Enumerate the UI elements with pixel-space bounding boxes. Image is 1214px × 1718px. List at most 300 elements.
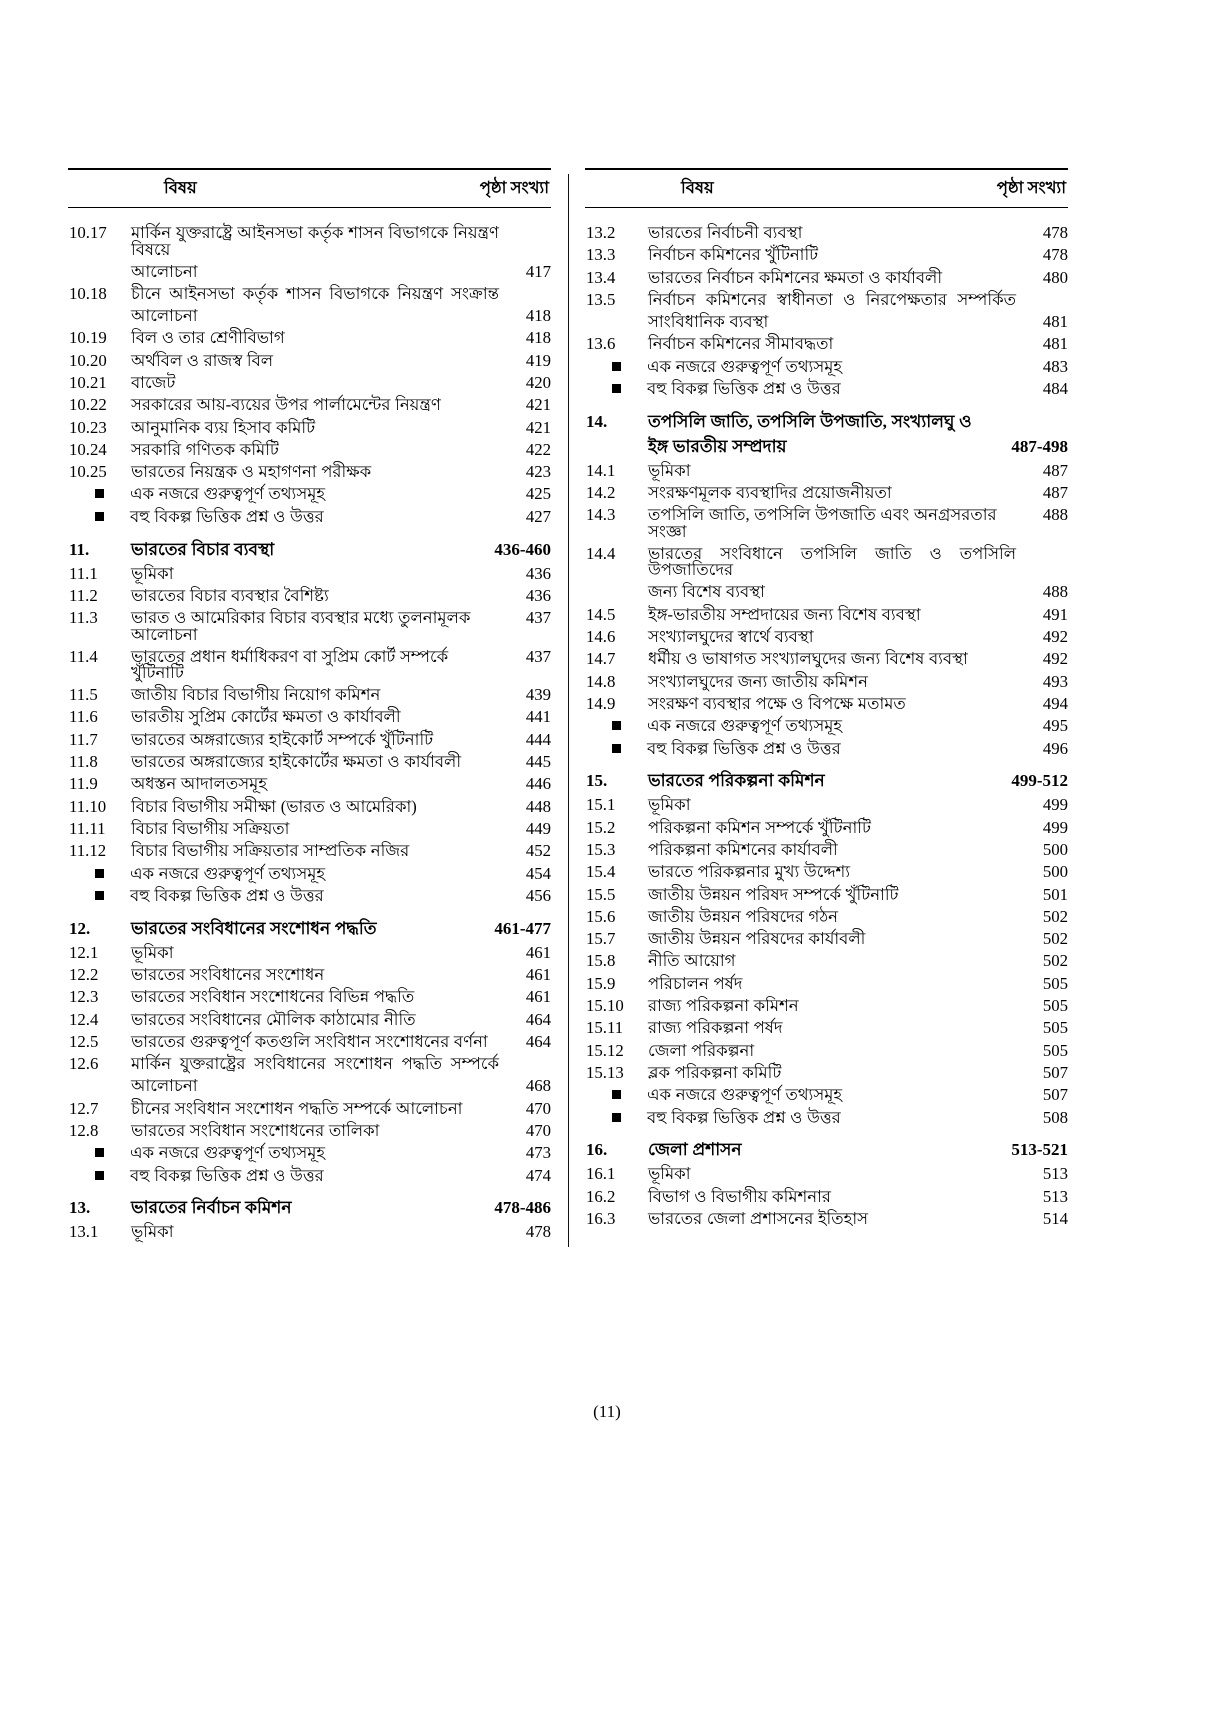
toc-column-right xyxy=(585,168,1068,1233)
toc-entry-number: 10.25 xyxy=(69,462,107,482)
header-rule-bottom xyxy=(68,207,551,208)
toc-entry-title: নির্বাচন কমিশনের সীমাবদ্ধতা xyxy=(648,334,834,354)
toc-entry-row[interactable] xyxy=(68,261,551,281)
toc-entry-row[interactable] xyxy=(585,289,1068,309)
toc-entry-row[interactable] xyxy=(68,754,551,771)
toc-entry-title: এক নজরে গুরুত্বপূর্ণ তথ্যসমূহ xyxy=(130,863,326,883)
toc-entry-row[interactable] xyxy=(585,693,1068,713)
toc-entry-title: ভারতের নিয়ন্ত্রক ও মহাগণনা পরীক্ষক xyxy=(131,462,372,482)
header-page-label: পৃষ্ঠা সংখ্যা xyxy=(996,178,1066,197)
toc-entry-row[interactable] xyxy=(68,1078,551,1095)
toc-entry-row[interactable] xyxy=(68,776,551,793)
toc-entry-page-number: 492 xyxy=(1042,627,1068,647)
toc-entry-title: জেলা প্রশাসন xyxy=(648,1140,742,1160)
toc-entry-page-number: 436 xyxy=(525,585,551,605)
toc-entry-row[interactable] xyxy=(585,1208,1068,1228)
toc-entry-page-number: 499 xyxy=(1042,795,1068,815)
toc-entry-row[interactable] xyxy=(68,709,551,726)
toc-entry-row[interactable] xyxy=(68,1123,551,1140)
toc-entry-title: আলোচনা xyxy=(131,306,198,326)
toc-entry-row[interactable] xyxy=(68,308,551,325)
toc-entry-number: 12.3 xyxy=(69,987,99,1007)
toc-entry-row[interactable] xyxy=(585,884,1068,904)
toc-entry-number: 11.5 xyxy=(69,685,98,705)
square-bullet-icon xyxy=(612,384,621,393)
toc-entry-page-number: 470 xyxy=(525,1121,551,1140)
toc-entry-title: ভারতে পরিকল্পনার মুখ্য উদ্দেশ্য xyxy=(648,862,851,882)
toc-entry-page-number: 513-521 xyxy=(1011,1140,1068,1160)
toc-entry-page-number: 495 xyxy=(1042,716,1068,736)
bullet-marker xyxy=(68,486,130,503)
toc-entry-page-number: 487 xyxy=(1042,460,1068,480)
toc-entry-row[interactable] xyxy=(585,864,1068,881)
toc-entry-row[interactable] xyxy=(68,729,551,749)
square-bullet-icon xyxy=(95,1148,104,1157)
toc-entry-row[interactable] xyxy=(68,796,551,816)
toc-entry-title: বহু বিকল্প ভিত্তিক প্রশ্ন ও উত্তর xyxy=(647,738,841,758)
toc-entry-title: জন্য বিশেষ ব্যবস্থা xyxy=(648,582,765,602)
toc-entry-title: এক নজরে গুরুত্বপূর্ণ তথ্যসমূহ xyxy=(130,484,326,504)
toc-entry-row[interactable] xyxy=(68,439,551,459)
toc-entry-page-number: 481 xyxy=(1042,312,1068,332)
toc-entry-number: 15.3 xyxy=(586,839,616,859)
toc-chapter-row[interactable] xyxy=(68,1199,551,1216)
toc-entry-row[interactable] xyxy=(585,225,1068,242)
toc-entry-number: 15.4 xyxy=(586,862,616,882)
toc-entry-page-number: 427 xyxy=(525,506,551,526)
toc-entry-page-number: 478 xyxy=(1042,245,1068,265)
toc-entry-row[interactable] xyxy=(585,267,1068,287)
toc-entry-number: 15.12 xyxy=(586,1040,624,1060)
toc-entry-row[interactable] xyxy=(585,1040,1068,1060)
toc-entry-title: ভারতের গুরুত্বপূর্ণ কতগুলি সংবিধান সংশোধনের বর্ণনা xyxy=(131,1031,488,1051)
toc-entry-number: 14.3 xyxy=(586,505,616,525)
toc-entry-page-number: 445 xyxy=(525,752,551,772)
toc-entry-number: 10.18 xyxy=(69,283,107,303)
bullet-marker xyxy=(585,1110,647,1127)
toc-entry-title: বহু বিকল্প ভিত্তিক প্রশ্ন ও উত্তর xyxy=(130,506,324,526)
toc-entry-title: সংরক্ষণ ব্যবস্থার পক্ষে ও বিপক্ষে মতামত xyxy=(648,693,906,713)
vertical-rule xyxy=(568,174,569,1247)
toc-entry-page-number: 436-460 xyxy=(494,539,551,559)
toc-entry-title: বহু বিকল্প ভিত্তিক প্রশ্ন ও উত্তর xyxy=(647,1107,841,1127)
toc-entry-title: এক নজরে গুরুত্বপূর্ণ তথ্যসমূহ xyxy=(647,716,843,736)
toc-entry-title: সংখ্যালঘুদের স্বার্থে ব্যবস্থা xyxy=(648,627,814,647)
toc-entry-number: 11.9 xyxy=(69,774,98,794)
toc-bullet-row[interactable] xyxy=(585,1087,1068,1104)
toc-entry-row[interactable] xyxy=(68,1056,551,1073)
bullet-marker xyxy=(585,718,647,735)
toc-entry-page-number: 464 xyxy=(525,1031,551,1051)
toc-entry-number: 11. xyxy=(69,539,90,559)
toc-entry-number: 11.10 xyxy=(69,796,107,816)
toc-entry-page-number: 474 xyxy=(525,1165,551,1185)
toc-entry-title: ভারতের সংবিধানের সংশোধন পদ্ধতি xyxy=(131,918,377,938)
toc-entry-page-number: 502 xyxy=(1042,929,1068,949)
toc-entry-row[interactable] xyxy=(68,989,551,1006)
toc-entry-page-number: 439 xyxy=(525,685,551,705)
toc-entry-row[interactable] xyxy=(585,604,1068,624)
toc-entry-row[interactable] xyxy=(68,283,551,303)
toc-entry-title: ভারতের জেলা প্রশাসনের ইতিহাস xyxy=(648,1208,869,1228)
toc-entry-page-number: 505 xyxy=(1042,1018,1068,1038)
toc-entry-row[interactable] xyxy=(68,843,551,860)
toc-entry-row[interactable] xyxy=(585,629,1068,646)
toc-entry-title: তপসিলি জাতি, তপসিলি উপজাতি এবং অনগ্রসরতার সংজ্ঞা xyxy=(648,505,997,541)
toc-entry-row[interactable] xyxy=(68,610,551,643)
toc-entry-row[interactable] xyxy=(68,372,551,392)
toc-entry-title: বহু বিকল্প ভিত্তিক প্রশ্ন ও উত্তর xyxy=(130,885,324,905)
bullet-marker xyxy=(585,359,647,376)
square-bullet-icon xyxy=(95,869,104,878)
toc-entry-number: 12. xyxy=(69,918,91,938)
toc-entry-row[interactable] xyxy=(585,1186,1068,1206)
toc-entry-page-number: 500 xyxy=(1042,862,1068,882)
toc-entry-title: বিভাগ ও বিভাগীয় কমিশনার xyxy=(648,1186,831,1206)
toc-entry-number: 10.17 xyxy=(69,223,107,242)
toc-entry-title: ভারতের সংবিধান সংশোধনের বিভিন্ন পদ্ধতি xyxy=(131,987,415,1007)
toc-entry-title: ভারত ও আমেরিকার বিচার ব্যবস্থার মধ্যে তুলনামূলক আলোচনা xyxy=(131,608,471,644)
toc-entry-title: তপসিলি জাতি, তপসিলি উপজাতি, সংখ্যালঘু ও xyxy=(648,411,972,431)
toc-bullet-row[interactable] xyxy=(68,506,551,526)
toc-entry-row[interactable] xyxy=(68,225,551,258)
toc-entry-row[interactable] xyxy=(585,973,1068,993)
toc-entry-number: 16. xyxy=(586,1140,608,1160)
toc-entry-row[interactable] xyxy=(68,646,551,683)
toc-entry-title: ভূমিকা xyxy=(131,563,174,583)
toc-entry-title: ভারতের সংবিধানের সংশোধন xyxy=(131,964,325,984)
toc-entry-page-number: 514 xyxy=(1042,1208,1068,1228)
toc-entry-page-number: 446 xyxy=(525,774,551,794)
toc-entry-page-number: 437 xyxy=(525,646,551,666)
toc-entry-title: ভারতের নির্বাচন কমিশনের ক্ষমতা ও কার্যাবলী xyxy=(648,267,943,287)
toc-entry-title: জাতীয় বিচার বিভাগীয় নিয়োগ কমিশন xyxy=(131,685,381,705)
toc-entry-number: 13.5 xyxy=(586,289,616,309)
toc-entry-title: মার্কিন যুক্তরাষ্ট্রের সংবিধানের সংশোধন পদ্ধতি সম্পর্কে xyxy=(131,1054,499,1074)
toc-bullet-row[interactable] xyxy=(585,718,1068,735)
toc-entry-number: 15.6 xyxy=(586,906,616,926)
toc-entry-title: বহু বিকল্প ভিত্তিক প্রশ্ন ও উত্তর xyxy=(647,379,841,399)
toc-entry-number: 14.4 xyxy=(586,543,616,563)
toc-entry-page-number: 513 xyxy=(1042,1164,1068,1184)
toc-chapter-row[interactable] xyxy=(585,772,1068,789)
toc-entry-row[interactable] xyxy=(68,1009,551,1029)
toc-entry-row[interactable] xyxy=(585,953,1068,970)
toc-entry-title: ইঙ্গ-ভারতীয় সম্প্রদায়ের জন্য বিশেষ ব্যবস্থা xyxy=(648,604,921,624)
toc-entry-number: 14. xyxy=(586,411,608,431)
toc-entry-title: মার্কিন যুক্তরাষ্ট্রে আইনসভা কর্তৃক শাসন বিভাগকে নিয়ন্ত্রণ বিষয়ে xyxy=(131,223,499,259)
toc-chapter-row[interactable] xyxy=(585,413,1068,430)
toc-entry-row[interactable] xyxy=(585,1020,1068,1037)
toc-entry-title: রাজ্য পরিকল্পনা কমিশন xyxy=(648,996,799,1016)
toc-entry-title: রাজ্য পরিকল্পনা পর্ষদ xyxy=(648,1018,783,1038)
toc-entry-row[interactable] xyxy=(585,314,1068,331)
toc-entry-title: আনুমানিক ব্যয় হিসাব কমিটি xyxy=(131,417,316,437)
toc-entry-number: 12.4 xyxy=(69,1009,99,1029)
toc-entry-row[interactable] xyxy=(585,1166,1068,1183)
column-header-right xyxy=(585,168,1068,212)
header-rule-top xyxy=(585,168,1068,170)
toc-entry-page-number: 444 xyxy=(525,729,551,749)
toc-entry-number: 13.4 xyxy=(586,267,616,287)
toc-bullet-row[interactable] xyxy=(68,863,551,883)
toc-entry-number: 14.9 xyxy=(586,693,616,713)
toc-entry-number: 14.5 xyxy=(586,604,616,624)
toc-entry-number: 15.11 xyxy=(586,1018,624,1038)
toc-entry-title: বিল ও তার শ্রেণীবিভাগ xyxy=(131,328,285,348)
toc-entry-title: বহু বিকল্প ভিত্তিক প্রশ্ন ও উত্তর xyxy=(130,1165,324,1185)
toc-entry-page-number: 487 xyxy=(1042,483,1068,503)
toc-entry-page-number: 420 xyxy=(525,372,551,392)
header-rule-top xyxy=(68,168,551,170)
toc-entry-page-number: 494 xyxy=(1042,693,1068,713)
bullet-marker xyxy=(68,1145,130,1162)
toc-bullet-row[interactable] xyxy=(585,1107,1068,1127)
toc-entry-row[interactable] xyxy=(585,839,1068,859)
toc-entry-number: 11.8 xyxy=(69,752,98,772)
toc-entry-page-number: 421 xyxy=(525,417,551,437)
toc-entry-number: 14.6 xyxy=(586,627,616,647)
square-bullet-icon xyxy=(612,744,621,753)
toc-entry-number: 15. xyxy=(586,771,608,791)
square-bullet-icon xyxy=(95,1171,104,1180)
toc-entry-title: ভূমিকা xyxy=(648,795,691,815)
toc-entry-row[interactable] xyxy=(68,585,551,605)
toc-entry-number: 11.4 xyxy=(69,646,98,666)
toc-entry-title: নীতি আয়োগ xyxy=(648,951,736,971)
toc-entry-row[interactable] xyxy=(68,563,551,583)
toc-entry-number: 10.23 xyxy=(69,417,107,437)
toc-entry-row[interactable] xyxy=(585,247,1068,264)
toc-entry-page-number: 468 xyxy=(525,1076,551,1096)
toc-rows-left xyxy=(68,212,551,1241)
toc-entry-page-number: 507 xyxy=(1042,1085,1068,1105)
toc-entry-title: ভারতীয় সুপ্রিম কোর্টের ক্ষমতা ও কার্যাবলী xyxy=(131,707,401,727)
toc-entry-row[interactable] xyxy=(585,651,1068,668)
toc-entry-page-number: 461-477 xyxy=(494,918,551,938)
toc-chapter-row[interactable] xyxy=(68,541,551,558)
toc-bullet-row[interactable] xyxy=(585,381,1068,398)
bullet-marker xyxy=(68,1168,130,1185)
toc-entry-title: ভারতের সংবিধান সংশোধনের তালিকা xyxy=(131,1121,380,1140)
square-bullet-icon xyxy=(612,362,621,371)
toc-entry-row[interactable] xyxy=(68,964,551,984)
toc-entry-title: ভূমিকা xyxy=(131,942,174,962)
toc-chapter-row[interactable] xyxy=(585,1141,1068,1158)
column-header-left xyxy=(68,168,551,212)
toc-entry-page-number: 499-512 xyxy=(1011,771,1068,791)
toc-entry-number: 15.5 xyxy=(586,884,616,904)
toc-entry-row[interactable] xyxy=(68,1031,551,1051)
toc-entry-row[interactable] xyxy=(585,485,1068,502)
toc-entry-title: পরিকল্পনা কমিশন সম্পর্কে খুঁটিনাটি xyxy=(648,817,871,837)
toc-entry-title: ভারতের অঙ্গরাজ্যের হাইকোর্ট সম্পর্কে খুঁটিনাটি xyxy=(131,729,434,749)
toc-entry-title: জাতীয় উন্নয়ন পরিষদের গঠন xyxy=(648,906,839,926)
square-bullet-icon xyxy=(612,721,621,730)
bullet-marker xyxy=(585,1087,647,1104)
toc-entry-row[interactable] xyxy=(585,1062,1068,1082)
toc-entry-row[interactable] xyxy=(585,336,1068,353)
bullet-marker xyxy=(68,888,130,905)
toc-entry-page-number: 461 xyxy=(525,987,551,1007)
bullet-marker xyxy=(585,741,647,758)
toc-entry-number: 15.8 xyxy=(586,951,616,971)
toc-entry-number: 11.3 xyxy=(69,608,98,628)
toc-entry-page-number: 513 xyxy=(1042,1186,1068,1206)
toc-entry-title: বিচার বিভাগীয় সক্রিয়তা xyxy=(131,818,290,838)
toc-entry-page-number: 449 xyxy=(525,818,551,838)
toc-entry-page-number: 421 xyxy=(525,395,551,415)
toc-entry-page-number: 473 xyxy=(525,1143,551,1163)
toc-entry-number: 11.1 xyxy=(69,563,98,583)
toc-entry-page-number: 493 xyxy=(1042,671,1068,691)
toc-entry-title: অর্থবিল ও রাজস্ব বিল xyxy=(131,350,274,370)
toc-entry-page-number: 505 xyxy=(1042,996,1068,1016)
toc-entry-page-number: 461 xyxy=(525,942,551,962)
toc-entry-row[interactable] xyxy=(68,818,551,838)
toc-entry-page-number: 507 xyxy=(1042,1062,1068,1082)
toc-entry-number: 13.6 xyxy=(586,334,616,354)
toc-entry-page-number: 505 xyxy=(1042,973,1068,993)
square-bullet-icon xyxy=(95,891,104,900)
toc-entry-page-number: 487-498 xyxy=(1011,436,1068,456)
toc-entry-page-number: 454 xyxy=(525,863,551,883)
toc-entry-number: 10.20 xyxy=(69,350,107,370)
toc-entry-row[interactable] xyxy=(585,906,1068,926)
toc-entry-number: 15.10 xyxy=(586,996,624,1016)
toc-bullet-row[interactable] xyxy=(585,738,1068,758)
toc-entry-title: ভূমিকা xyxy=(131,1222,174,1242)
square-bullet-icon xyxy=(95,512,104,521)
toc-entry-number: 13. xyxy=(69,1198,91,1218)
toc-entry-title: ভারতের বিচার ব্যবস্থা xyxy=(131,539,275,559)
toc-entry-page-number: 418 xyxy=(525,328,551,348)
toc-entry-title: এক নজরে গুরুত্বপূর্ণ তথ্যসমূহ xyxy=(130,1143,326,1163)
toc-entry-row[interactable] xyxy=(585,543,1068,580)
toc-entry-row[interactable] xyxy=(585,507,1068,540)
toc-entry-number: 13.3 xyxy=(586,245,616,265)
header-page-label: পৃষ্ঠা সংখ্যা xyxy=(479,178,549,197)
toc-bullet-row[interactable] xyxy=(68,885,551,905)
toc-entry-number: 14.8 xyxy=(586,671,616,691)
toc-entry-row[interactable] xyxy=(68,417,551,437)
toc-entry-row[interactable] xyxy=(585,931,1068,948)
toc-entry-number: 15.2 xyxy=(586,817,616,837)
toc-bullet-row[interactable] xyxy=(585,356,1068,376)
toc-entry-number: 15.7 xyxy=(586,929,616,949)
toc-bullet-row[interactable] xyxy=(68,1145,551,1162)
toc-entry-page-number: 501 xyxy=(1042,884,1068,904)
toc-entry-title: ভারতের অঙ্গরাজ্যের হাইকোর্টের ক্ষমতা ও কার্যাবলী xyxy=(131,752,462,772)
toc-entry-title: ভারতের বিচার ব্যবস্থার বৈশিষ্ট্য xyxy=(131,585,329,605)
bullet-marker xyxy=(68,509,130,526)
toc-entry-page-number: 448 xyxy=(525,796,551,816)
toc-entry-title: জাতীয় উন্নয়ন পরিষদ সম্পর্কে খুঁটিনাটি xyxy=(648,884,899,904)
toc-entry-page-number: 492 xyxy=(1042,649,1068,669)
toc-entry-number: 11.7 xyxy=(69,729,98,749)
toc-entry-row[interactable] xyxy=(68,942,551,962)
toc-entry-number: 12.7 xyxy=(69,1098,99,1118)
toc-entry-title: পরিকল্পনা কমিশনের কার্যাবলী xyxy=(648,839,838,859)
toc-entry-row[interactable] xyxy=(68,350,551,370)
toc-entry-page-number: 481 xyxy=(1042,334,1068,354)
toc-entry-title: ভারতের নির্বাচন কমিশন xyxy=(131,1198,292,1218)
toc-chapter-row[interactable] xyxy=(68,920,551,937)
toc-entry-number: 12.5 xyxy=(69,1031,99,1051)
toc-entry-page-number: 502 xyxy=(1042,906,1068,926)
toc-entry-row[interactable] xyxy=(68,330,551,347)
toc-entry-page-number: 422 xyxy=(525,439,551,459)
toc-entry-page-number: 488 xyxy=(1042,582,1068,602)
square-bullet-icon xyxy=(612,1090,621,1099)
toc-entry-title: ধর্মীয় ও ভাষাগত সংখ্যালঘুদের জন্য বিশেষ ব্যবস্থা xyxy=(648,649,968,669)
toc-entry-number: 13.2 xyxy=(586,223,616,242)
toc-entry-title: ব্লক পরিকল্পনা কমিটি xyxy=(648,1062,782,1082)
toc-entry-row[interactable] xyxy=(68,1098,551,1118)
toc-entry-page-number: 441 xyxy=(525,707,551,727)
toc-entry-title: পরিচালন পর্ষদ xyxy=(648,973,743,993)
toc-entry-title: আলোচনা xyxy=(131,1076,198,1096)
toc-entry-page-number: 496 xyxy=(1042,738,1068,758)
toc-entry-title: অধস্তন আদালতসমূহ xyxy=(131,774,267,794)
toc-entry-number: 16.3 xyxy=(586,1208,616,1228)
toc-entry-number: 13.1 xyxy=(69,1222,99,1242)
toc-entry-title: এক নজরে গুরুত্বপূর্ণ তথ্যসমূহ xyxy=(647,356,843,376)
toc-entry-page-number: 425 xyxy=(525,484,551,504)
toc-bullet-row[interactable] xyxy=(68,486,551,503)
toc-entry-page-number: 499 xyxy=(1042,817,1068,837)
toc-entry-number: 15.13 xyxy=(586,1062,624,1082)
toc-entry-number: 12.2 xyxy=(69,964,99,984)
toc-entry-title: সাংবিধানিক ব্যবস্থা xyxy=(648,312,769,332)
toc-entry-row[interactable] xyxy=(585,998,1068,1015)
toc-entry-row[interactable] xyxy=(585,671,1068,691)
toc-entry-number: 15.9 xyxy=(586,973,616,993)
toc-entry-page-number: 464 xyxy=(525,1009,551,1029)
toc-chapter-row[interactable] xyxy=(585,438,1068,455)
square-bullet-icon xyxy=(95,489,104,498)
column-divider xyxy=(551,168,585,1247)
toc-entry-page-number: 417 xyxy=(525,261,551,281)
toc-entry-title: ভারতের প্রধান ধর্মাধিকরণ বা সুপ্রিম কোর্ট সম্পর্কে খুঁটিনাটি xyxy=(131,646,449,683)
toc-entry-row[interactable] xyxy=(68,1224,551,1241)
toc-entry-page-number: 461 xyxy=(525,964,551,984)
toc-entry-number: 15.1 xyxy=(586,795,616,815)
toc-entry-page-number: 456 xyxy=(525,885,551,905)
page-folio: (11) xyxy=(593,1402,621,1421)
toc-entry-row[interactable] xyxy=(68,464,551,481)
toc-entry-page-number: 505 xyxy=(1042,1040,1068,1060)
toc-entry-page-number: 418 xyxy=(525,306,551,326)
toc-entry-page-number: 419 xyxy=(525,350,551,370)
toc-entry-number: 16.1 xyxy=(586,1164,616,1184)
toc-entry-row[interactable] xyxy=(585,584,1068,601)
toc-entry-row[interactable] xyxy=(585,797,1068,814)
toc-entry-page-number: 478 xyxy=(525,1222,551,1242)
toc-entry-title: জেলা পরিকল্পনা xyxy=(648,1040,755,1060)
toc-bullet-row[interactable] xyxy=(68,1165,551,1185)
toc-entry-title: ভূমিকা xyxy=(648,1164,691,1184)
toc-entry-number: 10.21 xyxy=(69,372,107,392)
toc-entry-row[interactable] xyxy=(68,687,551,704)
toc-entry-row[interactable] xyxy=(585,817,1068,837)
toc-entry-number: 11.11 xyxy=(69,818,106,838)
toc-entry-page-number: 478 xyxy=(1042,223,1068,242)
toc-entry-number: 14.2 xyxy=(586,483,616,503)
bullet-marker xyxy=(585,381,647,398)
toc-entry-row[interactable] xyxy=(585,460,1068,480)
toc-entry-row[interactable] xyxy=(68,397,551,414)
